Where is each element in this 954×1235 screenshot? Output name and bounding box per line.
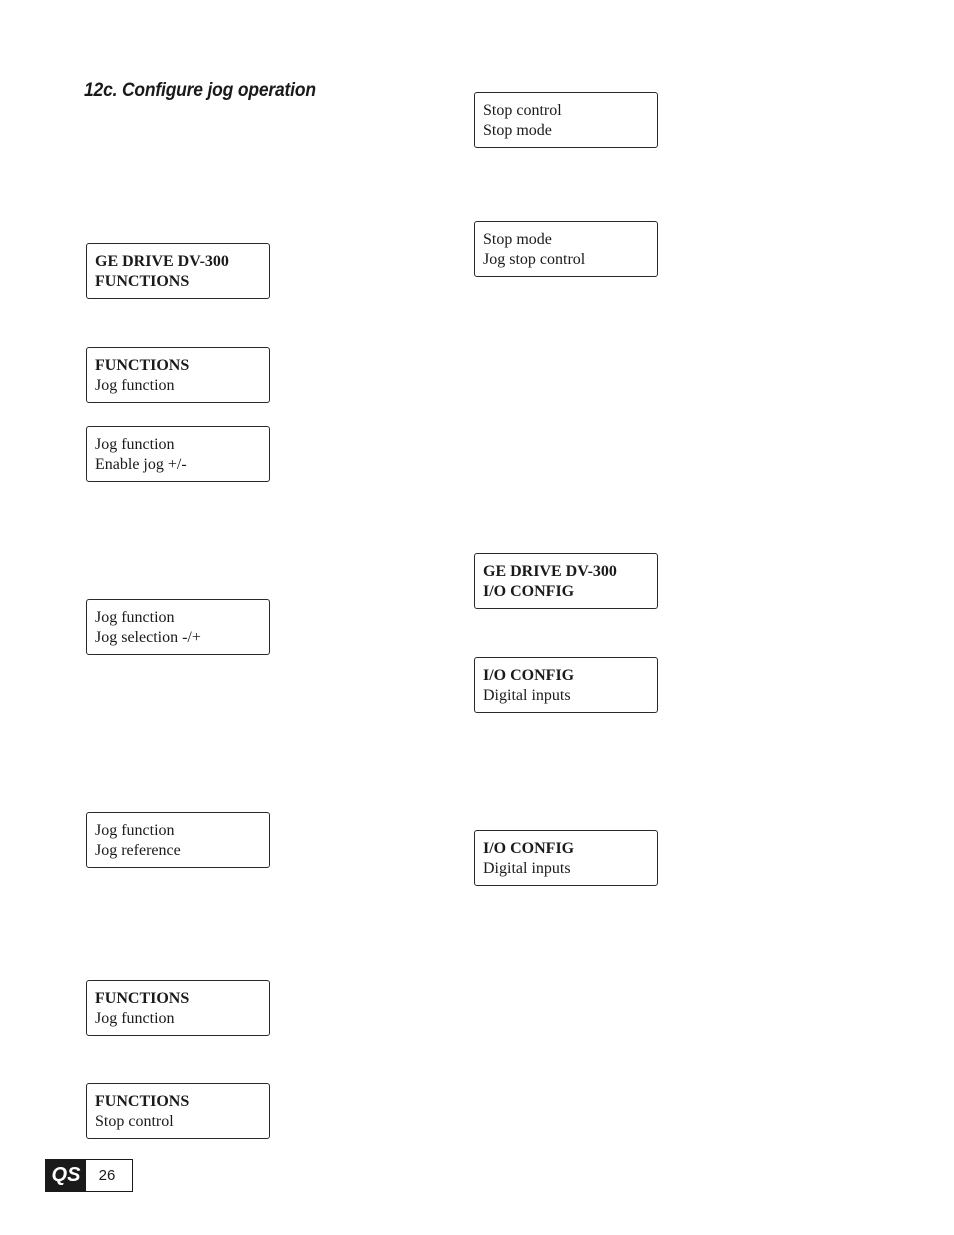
keypad-display xyxy=(86,347,270,403)
section-heading: 12c. Configure jog operation xyxy=(84,80,316,101)
keypad-display xyxy=(86,599,270,655)
keypad-display xyxy=(86,812,270,868)
keypad-display xyxy=(86,426,270,482)
keypad-display xyxy=(86,980,270,1036)
keypad-display xyxy=(86,1083,270,1139)
section-tag: QS xyxy=(46,1160,86,1191)
display-line-1: GE DRIVE DV-300 xyxy=(95,253,229,270)
display-line-1: I/O CONFIG xyxy=(483,840,575,857)
keypad-display xyxy=(474,92,658,148)
display-line-1: Stop control xyxy=(483,102,562,119)
display-line-1: Jog function xyxy=(95,436,175,453)
display-line-2: Digital inputs xyxy=(483,686,571,704)
display-line-1: GE DRIVE DV-300 xyxy=(483,563,617,580)
display-line-2: I/O CONFIG xyxy=(483,582,575,600)
keypad-display xyxy=(474,657,658,713)
display-line-2: Digital inputs xyxy=(483,859,571,877)
keypad-display xyxy=(474,221,658,277)
display-line-2: Stop control xyxy=(95,1112,174,1130)
display-line-1: Jog function xyxy=(95,822,175,839)
display-line-2: Stop mode xyxy=(483,121,552,139)
display-line-2: Jog reference xyxy=(95,841,181,859)
keypad-display xyxy=(474,830,658,886)
display-line-1: FUNCTIONS xyxy=(95,357,190,374)
display-line-1: Stop mode xyxy=(483,231,552,248)
display-line-1: FUNCTIONS xyxy=(95,990,190,1007)
display-line-2: Jog selection -/+ xyxy=(95,628,201,646)
display-line-2: FUNCTIONS xyxy=(95,272,190,290)
display-line-1: Jog function xyxy=(95,609,175,626)
page-number: 26 xyxy=(98,1167,116,1184)
display-line-2: Jog function xyxy=(95,376,175,394)
display-line-2: Enable jog +/- xyxy=(95,455,187,473)
display-line-1: I/O CONFIG xyxy=(483,667,575,684)
display-line-2: Jog stop control xyxy=(483,250,586,268)
display-line-1: FUNCTIONS xyxy=(95,1093,190,1110)
keypad-display xyxy=(86,243,270,299)
page-footer-tag xyxy=(45,1159,133,1192)
display-line-2: Jog function xyxy=(95,1009,175,1027)
keypad-display xyxy=(474,553,658,609)
